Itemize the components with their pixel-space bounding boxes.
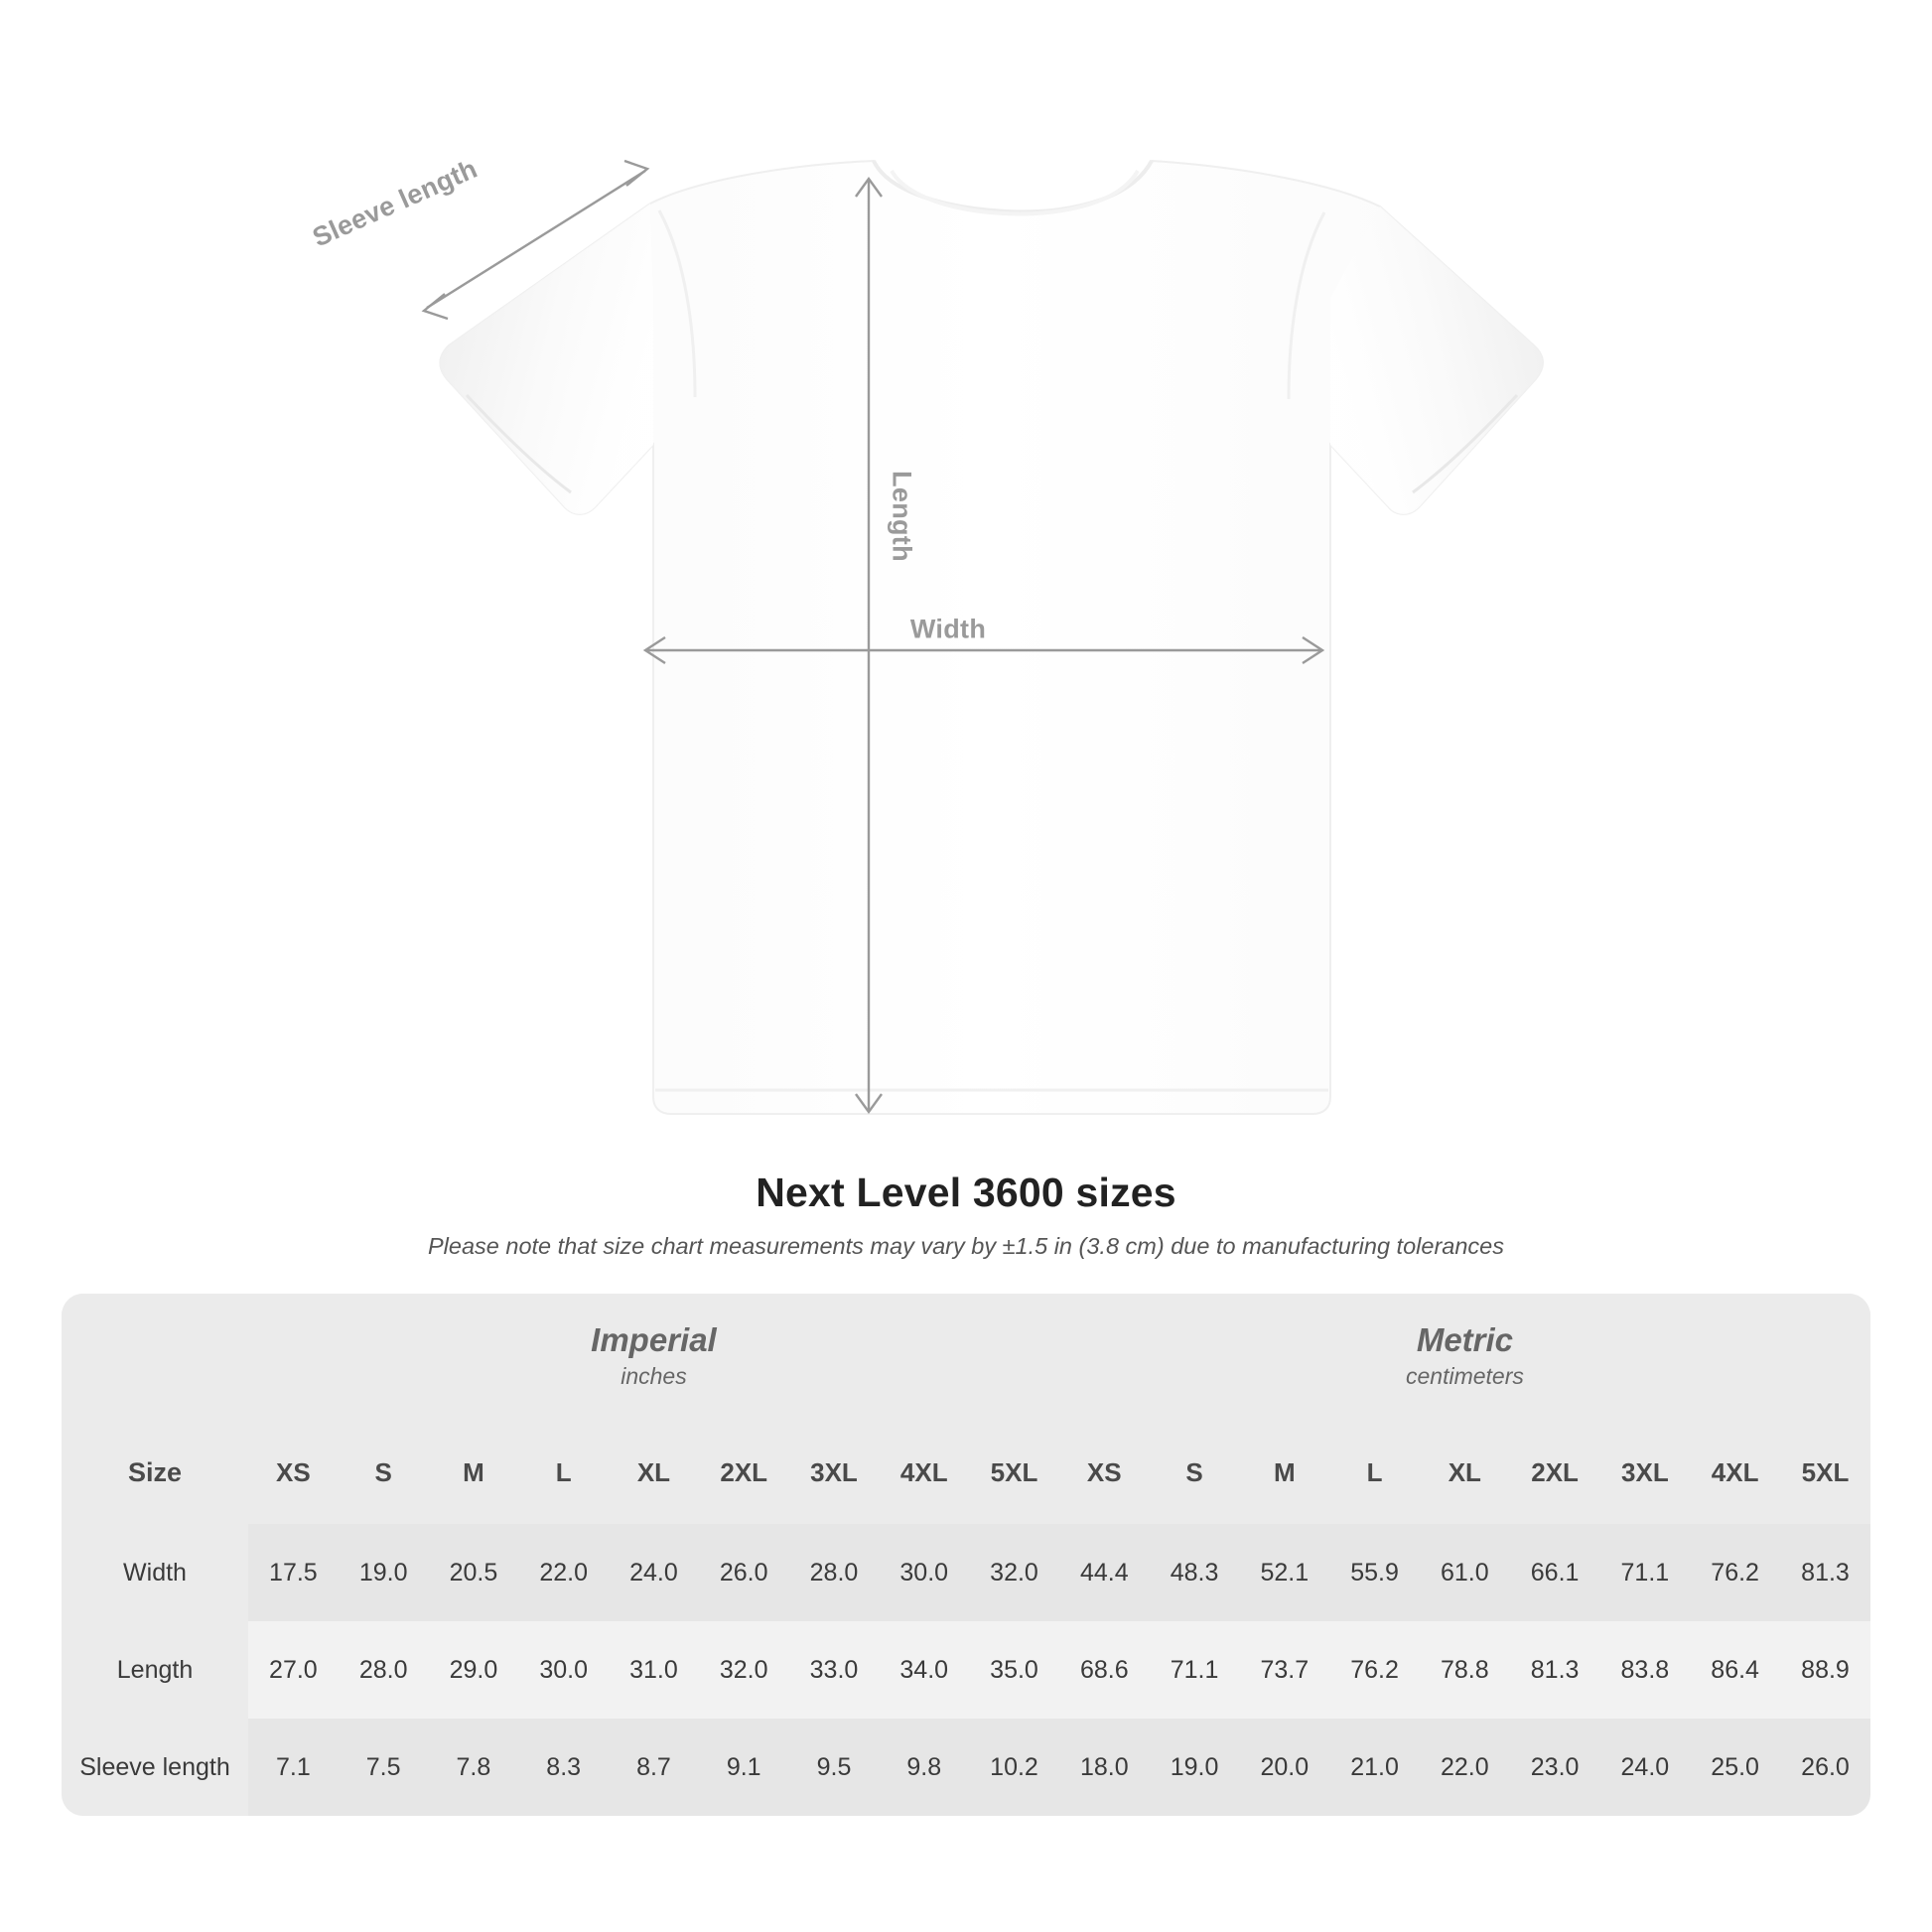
width-metric-3xl: 71.1 xyxy=(1599,1524,1690,1621)
length-imperial-m: 29.0 xyxy=(429,1621,519,1719)
sleeve-imperial-m: 7.8 xyxy=(429,1719,519,1816)
length-imperial-s: 28.0 xyxy=(339,1621,429,1719)
width-imperial-m: 20.5 xyxy=(429,1524,519,1621)
unit-header-metric xyxy=(1059,1294,1870,1421)
length-metric-4xl: 86.4 xyxy=(1690,1621,1780,1719)
length-imperial-4xl: 34.0 xyxy=(879,1621,969,1719)
table-row-width xyxy=(62,1524,1870,1621)
size-header-metric-xl: XL xyxy=(1420,1421,1510,1524)
sleeve-imperial-2xl: 9.1 xyxy=(699,1719,789,1816)
length-metric-xs: 68.6 xyxy=(1059,1621,1150,1719)
length-imperial-xl: 31.0 xyxy=(609,1621,699,1719)
length-metric-s: 71.1 xyxy=(1150,1621,1240,1719)
title-block xyxy=(0,1170,1932,1260)
size-header-imperial-2xl: 2XL xyxy=(699,1421,789,1524)
sleeve-metric-xs: 18.0 xyxy=(1059,1719,1150,1816)
width-imperial-s: 19.0 xyxy=(339,1524,429,1621)
size-header-metric-xs: XS xyxy=(1059,1421,1150,1524)
sleeve-metric-xl: 22.0 xyxy=(1420,1719,1510,1816)
tolerance-note: Please note that size chart measurements may vary by ±1.5 in (3.8 cm) due to manufacturing tolerances xyxy=(428,1233,1504,1259)
imperial-unit-label: inches xyxy=(621,1362,687,1389)
size-header-imperial-xl: XL xyxy=(609,1421,699,1524)
sleeve-metric-m: 20.0 xyxy=(1239,1719,1329,1816)
length-imperial-xs: 27.0 xyxy=(248,1621,339,1719)
width-metric-4xl: 76.2 xyxy=(1690,1524,1780,1621)
length-metric-5xl: 88.9 xyxy=(1780,1621,1870,1719)
sleeve-length-label: Sleeve length xyxy=(308,153,483,253)
sleeve-imperial-l: 8.3 xyxy=(518,1719,609,1816)
width-imperial-4xl: 30.0 xyxy=(879,1524,969,1621)
size-header-row xyxy=(62,1421,1870,1524)
row-label-width: Width xyxy=(62,1524,248,1621)
size-header-imperial-4xl: 4XL xyxy=(879,1421,969,1524)
width-imperial-5xl: 32.0 xyxy=(969,1524,1059,1621)
tshirt-shape xyxy=(440,161,1543,1114)
width-metric-m: 52.1 xyxy=(1239,1524,1329,1621)
size-header-metric-5xl: 5XL xyxy=(1780,1421,1870,1524)
sleeve-metric-l: 21.0 xyxy=(1329,1719,1420,1816)
sleeve-metric-s: 19.0 xyxy=(1150,1719,1240,1816)
row-label-length: Length xyxy=(62,1621,248,1719)
sleeve-imperial-xs: 7.1 xyxy=(248,1719,339,1816)
sleeve-metric-5xl: 26.0 xyxy=(1780,1719,1870,1816)
width-imperial-xs: 17.5 xyxy=(248,1524,339,1621)
width-imperial-3xl: 28.0 xyxy=(789,1524,880,1621)
size-header-imperial-s: S xyxy=(339,1421,429,1524)
sleeve-imperial-4xl: 9.8 xyxy=(879,1719,969,1816)
width-metric-2xl: 66.1 xyxy=(1510,1524,1600,1621)
table-row-length xyxy=(62,1621,1870,1719)
sleeve-imperial-3xl: 9.5 xyxy=(789,1719,880,1816)
size-header-metric-s: S xyxy=(1150,1421,1240,1524)
size-header-metric-2xl: 2XL xyxy=(1510,1421,1600,1524)
length-metric-l: 76.2 xyxy=(1329,1621,1420,1719)
width-imperial-2xl: 26.0 xyxy=(699,1524,789,1621)
width-metric-s: 48.3 xyxy=(1150,1524,1240,1621)
size-header-imperial-m: M xyxy=(429,1421,519,1524)
sleeve-metric-4xl: 25.0 xyxy=(1690,1719,1780,1816)
unit-header-imperial xyxy=(248,1294,1059,1421)
size-table xyxy=(62,1294,1870,1816)
length-imperial-3xl: 33.0 xyxy=(789,1621,880,1719)
size-header-cell: Size xyxy=(62,1421,248,1524)
size-header-imperial-5xl: 5XL xyxy=(969,1421,1059,1524)
size-header-metric-l: L xyxy=(1329,1421,1420,1524)
size-header-metric-3xl: 3XL xyxy=(1599,1421,1690,1524)
sleeve-imperial-xl: 8.7 xyxy=(609,1719,699,1816)
size-header-metric-m: M xyxy=(1239,1421,1329,1524)
unit-header-row xyxy=(62,1294,1870,1421)
length-label: Length xyxy=(887,471,917,562)
size-header-imperial-l: L xyxy=(518,1421,609,1524)
row-label-sleeve-length: Sleeve length xyxy=(62,1719,248,1816)
width-imperial-xl: 24.0 xyxy=(609,1524,699,1621)
unit-header-spacer xyxy=(62,1294,248,1421)
length-metric-m: 73.7 xyxy=(1239,1621,1329,1719)
width-imperial-l: 22.0 xyxy=(518,1524,609,1621)
width-metric-xl: 61.0 xyxy=(1420,1524,1510,1621)
table-row-sleeve-length xyxy=(62,1719,1870,1816)
length-metric-xl: 78.8 xyxy=(1420,1621,1510,1719)
metric-unit-label: centimeters xyxy=(1406,1362,1524,1389)
length-metric-3xl: 83.8 xyxy=(1599,1621,1690,1719)
page-title: Next Level 3600 sizes xyxy=(756,1170,1176,1215)
width-label: Width xyxy=(909,614,987,644)
size-header-imperial-3xl: 3XL xyxy=(789,1421,880,1524)
metric-system-label: Metric xyxy=(1416,1320,1514,1358)
sleeve-imperial-5xl: 10.2 xyxy=(969,1719,1059,1816)
sleeve-metric-3xl: 24.0 xyxy=(1599,1719,1690,1816)
size-header-imperial-xs: XS xyxy=(248,1421,339,1524)
width-metric-l: 55.9 xyxy=(1329,1524,1420,1621)
size-header-metric-4xl: 4XL xyxy=(1690,1421,1780,1524)
sleeve-imperial-s: 7.5 xyxy=(339,1719,429,1816)
length-imperial-2xl: 32.0 xyxy=(699,1621,789,1719)
size-table-wrapper xyxy=(62,1294,1870,1816)
imperial-system-label: Imperial xyxy=(591,1320,717,1358)
length-imperial-l: 30.0 xyxy=(518,1621,609,1719)
length-imperial-5xl: 35.0 xyxy=(969,1621,1059,1719)
length-metric-2xl: 81.3 xyxy=(1510,1621,1600,1719)
width-metric-xs: 44.4 xyxy=(1059,1524,1150,1621)
sleeve-metric-2xl: 23.0 xyxy=(1510,1719,1600,1816)
width-metric-5xl: 81.3 xyxy=(1780,1524,1870,1621)
